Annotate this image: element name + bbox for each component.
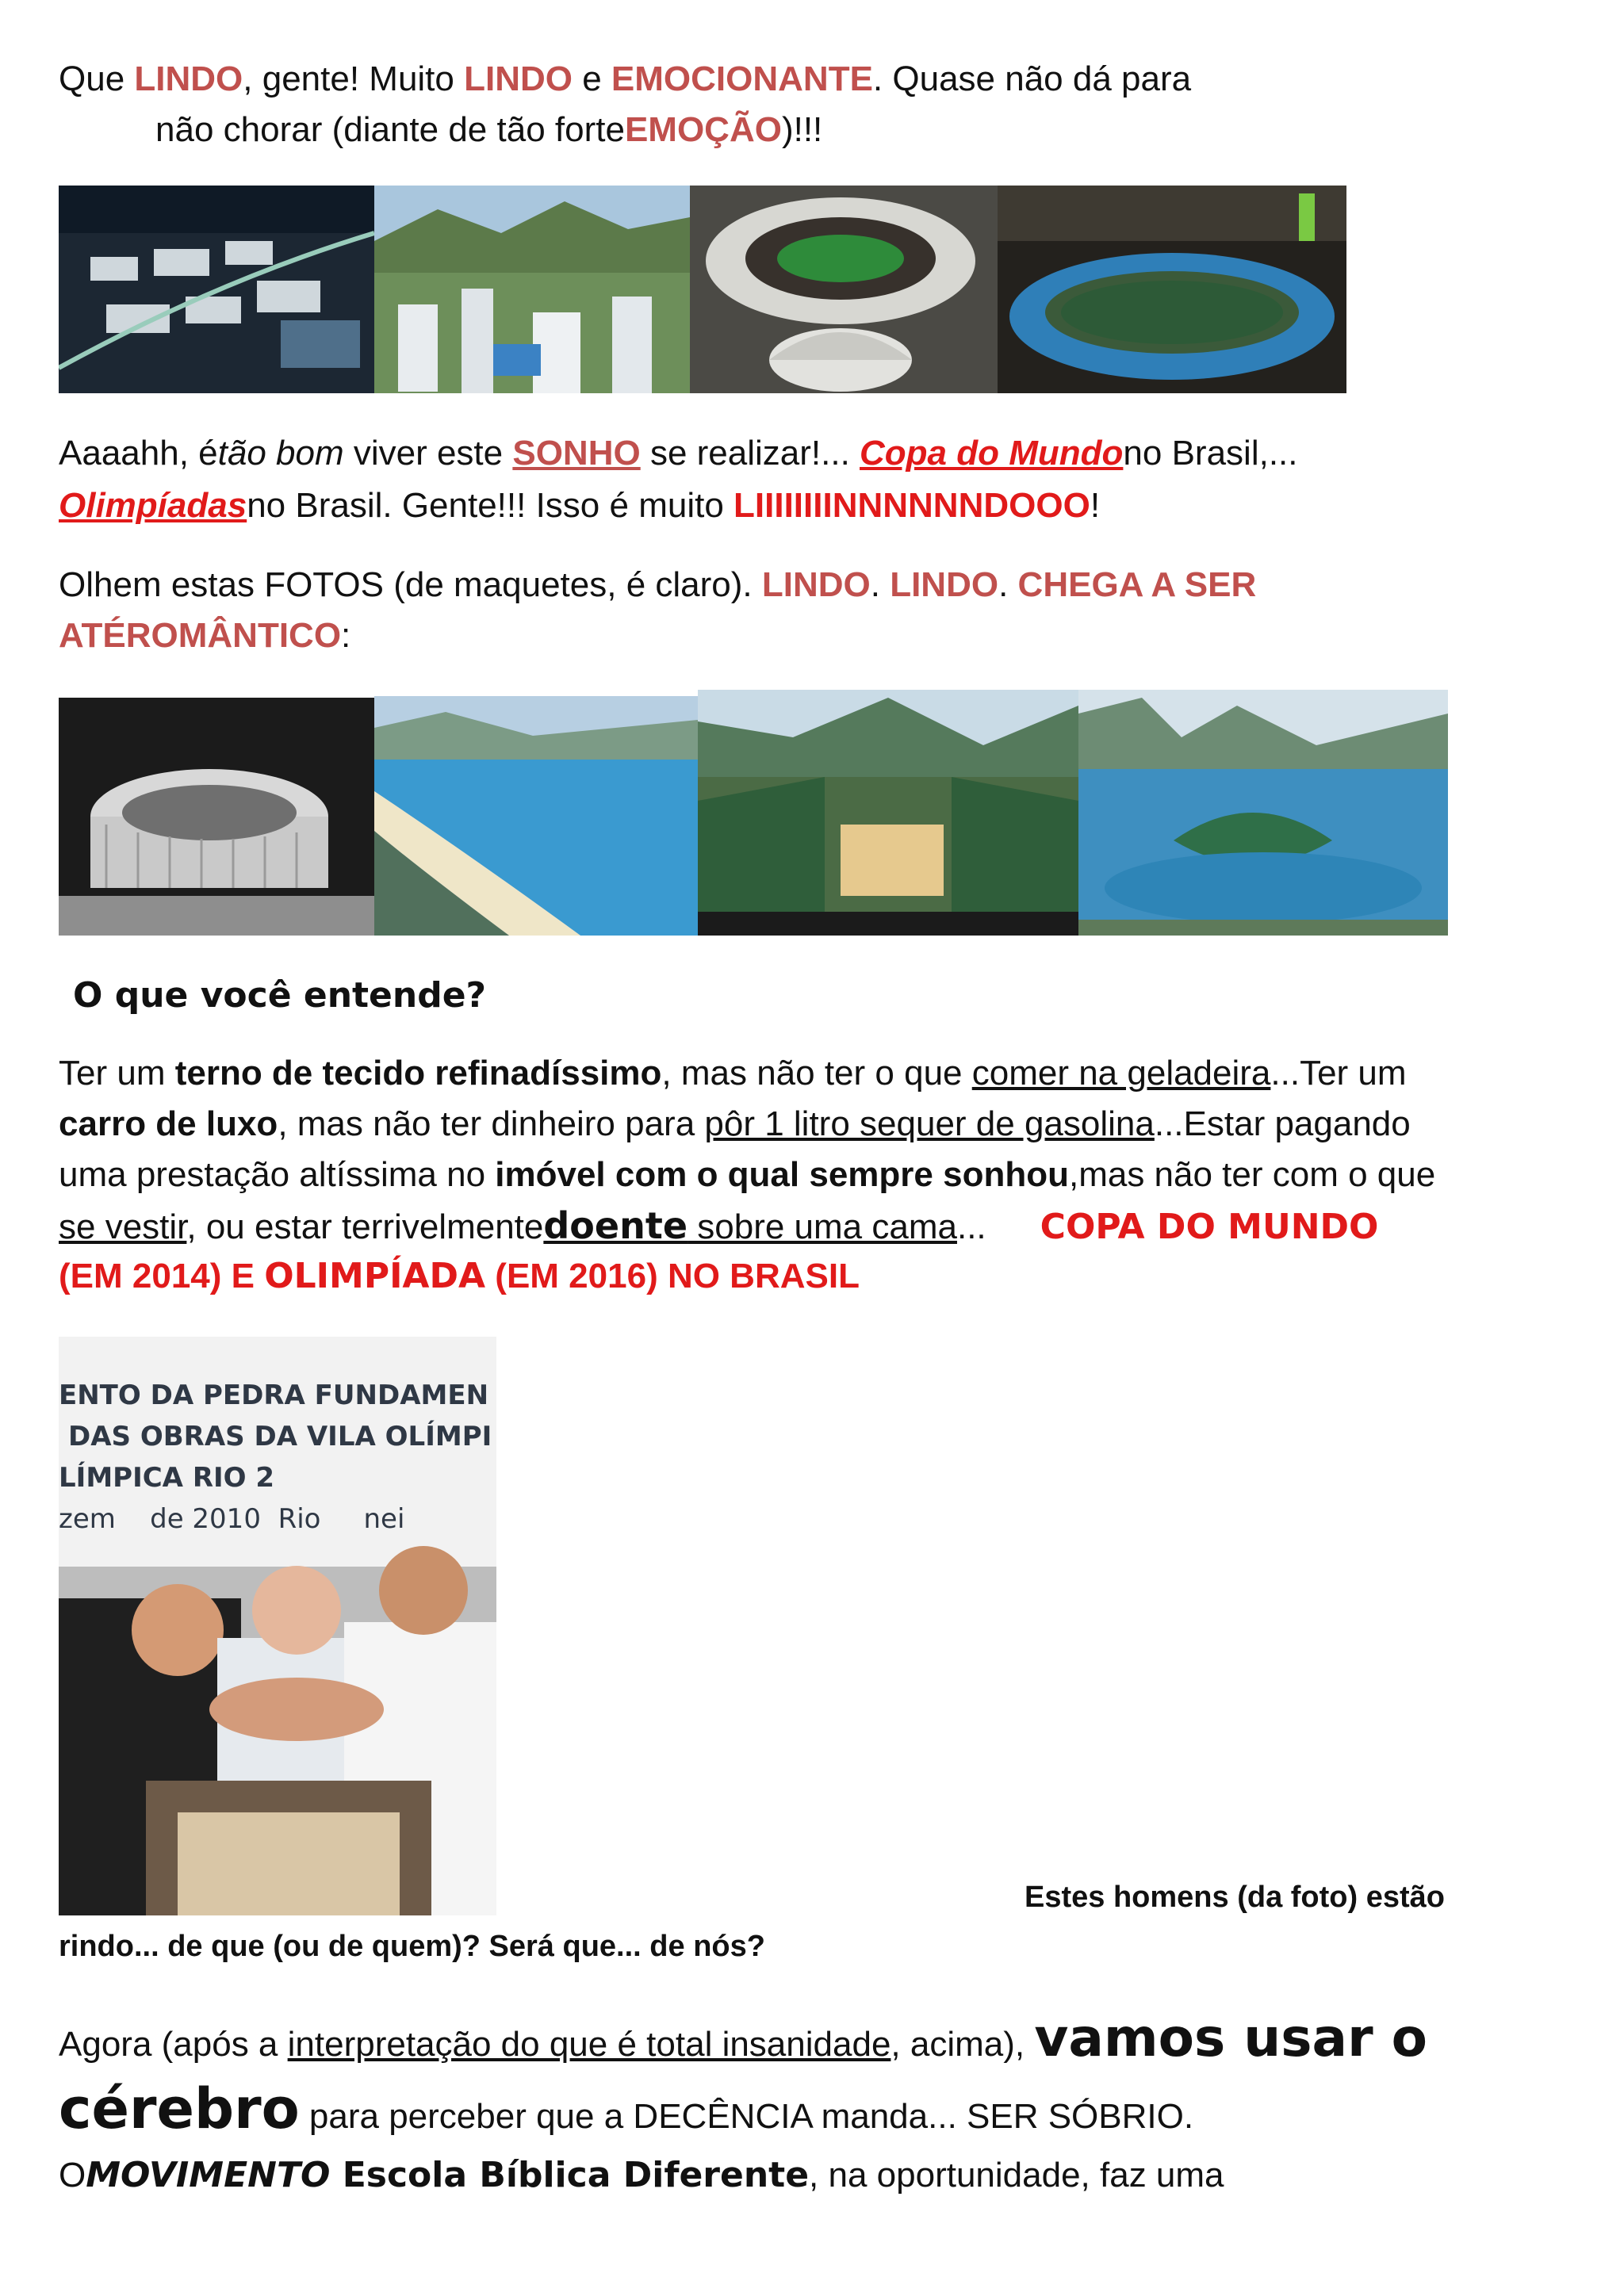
emphasis-chega: CHEGA A SER xyxy=(1017,565,1257,604)
emphasis-carro: carro de luxo xyxy=(59,1104,278,1143)
underline-insanidade: interpretação do que é total insanidade xyxy=(287,2025,891,2064)
emphasis-vamos-usar: vamos usar o xyxy=(1034,2007,1427,2068)
copacabana-beach-photo xyxy=(374,696,698,936)
photos-text: Olhem estas FOTOS (de maquetes, é claro). xyxy=(59,565,762,604)
emphasis-lindo: LINDO xyxy=(464,59,573,98)
emphasis-2016: (EM 2016) NO BRASIL xyxy=(485,1257,860,1295)
closing-text: , na oportunidade, faz uma xyxy=(809,2156,1224,2195)
body-text: ...Estar pagando xyxy=(1154,1104,1411,1143)
dream-text: viver este xyxy=(343,434,513,473)
body-text: ...Ter um xyxy=(1270,1054,1407,1093)
banner-line: LÍMPICA RIO 2 xyxy=(59,1462,275,1494)
intro-text: Que xyxy=(59,59,135,98)
emphasis-imovel: imóvel com o qual sempre sonhou xyxy=(495,1155,1069,1194)
emphasis-terno: terno de tecido refinadíssimo xyxy=(174,1054,662,1093)
beach-volley-arena-photo xyxy=(698,690,1078,936)
body-text: ... xyxy=(956,1207,986,1246)
closing-line-1 xyxy=(59,2007,1427,2072)
intro-line-2 xyxy=(155,105,822,155)
photos-line-2 xyxy=(59,610,350,661)
closing-line-2 xyxy=(59,2077,1193,2149)
underline-gasolina: pôr 1 litro sequer de gasolina xyxy=(704,1104,1155,1143)
residential-towers-photo xyxy=(374,186,690,393)
emphasis-olimpiadas: Olimpíadas xyxy=(59,486,247,525)
emphasis-lindo: LINDO xyxy=(761,565,871,604)
intro-text: e xyxy=(573,59,611,98)
body-line-1 xyxy=(59,1048,1407,1099)
photos-text: . xyxy=(998,565,1018,604)
dream-line-2 xyxy=(59,480,1100,531)
caption-line-2: rindo... de que (ou de quem)? Será que... de nós? xyxy=(59,1930,765,1963)
banner-line: ENTO DA PEDRA FUNDAMEN xyxy=(59,1380,489,1411)
body-text: , mas não ter o que xyxy=(661,1054,972,1093)
intro-text: , gente! Muito xyxy=(243,59,465,98)
body-text: uma prestação altíssima no xyxy=(59,1155,496,1194)
photo-strip-1 xyxy=(59,186,1346,393)
body-line-5 xyxy=(59,1251,860,1302)
intro-text: . Quase não dá para xyxy=(872,59,1192,98)
underline-geladeira: comer na geladeira xyxy=(971,1054,1271,1093)
photo-strip-2 xyxy=(59,690,1448,936)
emphasis-romantico: ATÉROMÂNTICO xyxy=(59,616,342,655)
body-line-3 xyxy=(59,1150,1435,1200)
body-line-4 xyxy=(59,1200,1378,1253)
emphasis-emocao: EMOÇÃO xyxy=(624,110,782,149)
banner-line: DAS OBRAS DA VILA OLÍMPI xyxy=(68,1421,492,1452)
stadium-model-photo xyxy=(59,698,374,936)
emphasis-copa-do-mundo: COPA DO MUNDO xyxy=(1040,1207,1379,1247)
body-text: ,mas não ter com o que xyxy=(1068,1155,1436,1194)
banner-line: zem de 2010 Rio nei xyxy=(59,1503,405,1535)
closing-text: , acima), xyxy=(891,2025,1035,2064)
dream-text: ! xyxy=(1090,486,1101,525)
banner-text xyxy=(59,1375,496,1540)
emphasis-doente: doente xyxy=(543,1204,688,1247)
emphasis-lindo: LINDO xyxy=(134,59,243,98)
emphasis-2014: (EM 2014) E xyxy=(59,1257,265,1295)
emphasis-copa: Copa do Mundo xyxy=(860,434,1124,473)
emphasis-sonho: SONHO xyxy=(512,434,641,473)
velodrome-photo xyxy=(998,186,1346,393)
photos-text: . xyxy=(870,565,891,604)
intro-text: não chorar (diante de tão forte xyxy=(155,110,625,149)
photos-text: : xyxy=(341,616,351,655)
italic-tao-bom: tão bom xyxy=(217,434,344,473)
closing-text: para perceber que a DECÊNCIA manda... SER SÓBRIO. xyxy=(299,2097,1194,2136)
emphasis-lindo: LINDO xyxy=(890,565,999,604)
question-heading: O que você entende? xyxy=(73,975,487,1016)
emphasis-emocionante: EMOCIONANTE xyxy=(611,59,873,98)
body-text: , mas não ter dinheiro para xyxy=(278,1104,705,1143)
closing-line-3 xyxy=(59,2150,1224,2201)
intro-line-1 xyxy=(59,54,1191,105)
closing-text: O xyxy=(59,2156,86,2195)
intro-text: )!!! xyxy=(781,110,823,149)
emphasis-lindo-long: LIIIIIIIINNNNNNDOOO xyxy=(733,486,1090,525)
emphasis-escola: Escola Bíblica Diferente xyxy=(330,2155,810,2195)
body-line-2 xyxy=(59,1099,1411,1150)
maracana-stadium-photo xyxy=(690,186,998,393)
vila-olimpica-photo xyxy=(59,186,374,393)
closing-text: Agora (após a xyxy=(59,2025,288,2064)
dream-text: no Brasil. Gente!!! Isso é muito xyxy=(247,486,734,525)
lagoa-aerial-photo xyxy=(1078,690,1448,936)
dream-line-1 xyxy=(59,428,1298,479)
men-ceremony-photo xyxy=(59,1337,496,1915)
emphasis-cerebro: cérebro xyxy=(59,2076,300,2141)
underline-vestir: se vestir xyxy=(59,1207,187,1246)
dream-text: Aaaahh, é xyxy=(59,434,218,473)
body-text: Ter um xyxy=(59,1054,175,1093)
emphasis-movimento: MOVIMENTO xyxy=(86,2155,331,2195)
emphasis-olimpiada: OLIMPÍADA xyxy=(264,1256,486,1296)
caption-line-1: Estes homens (da foto) estão xyxy=(1025,1881,1445,1914)
photos-line-1 xyxy=(59,560,1256,610)
dream-text: se realizar!... xyxy=(640,434,860,473)
dream-text: no Brasil,... xyxy=(1123,434,1298,473)
body-text: , ou estar terrivelmente xyxy=(186,1207,544,1246)
underline-cama: sobre uma cama xyxy=(688,1207,957,1246)
